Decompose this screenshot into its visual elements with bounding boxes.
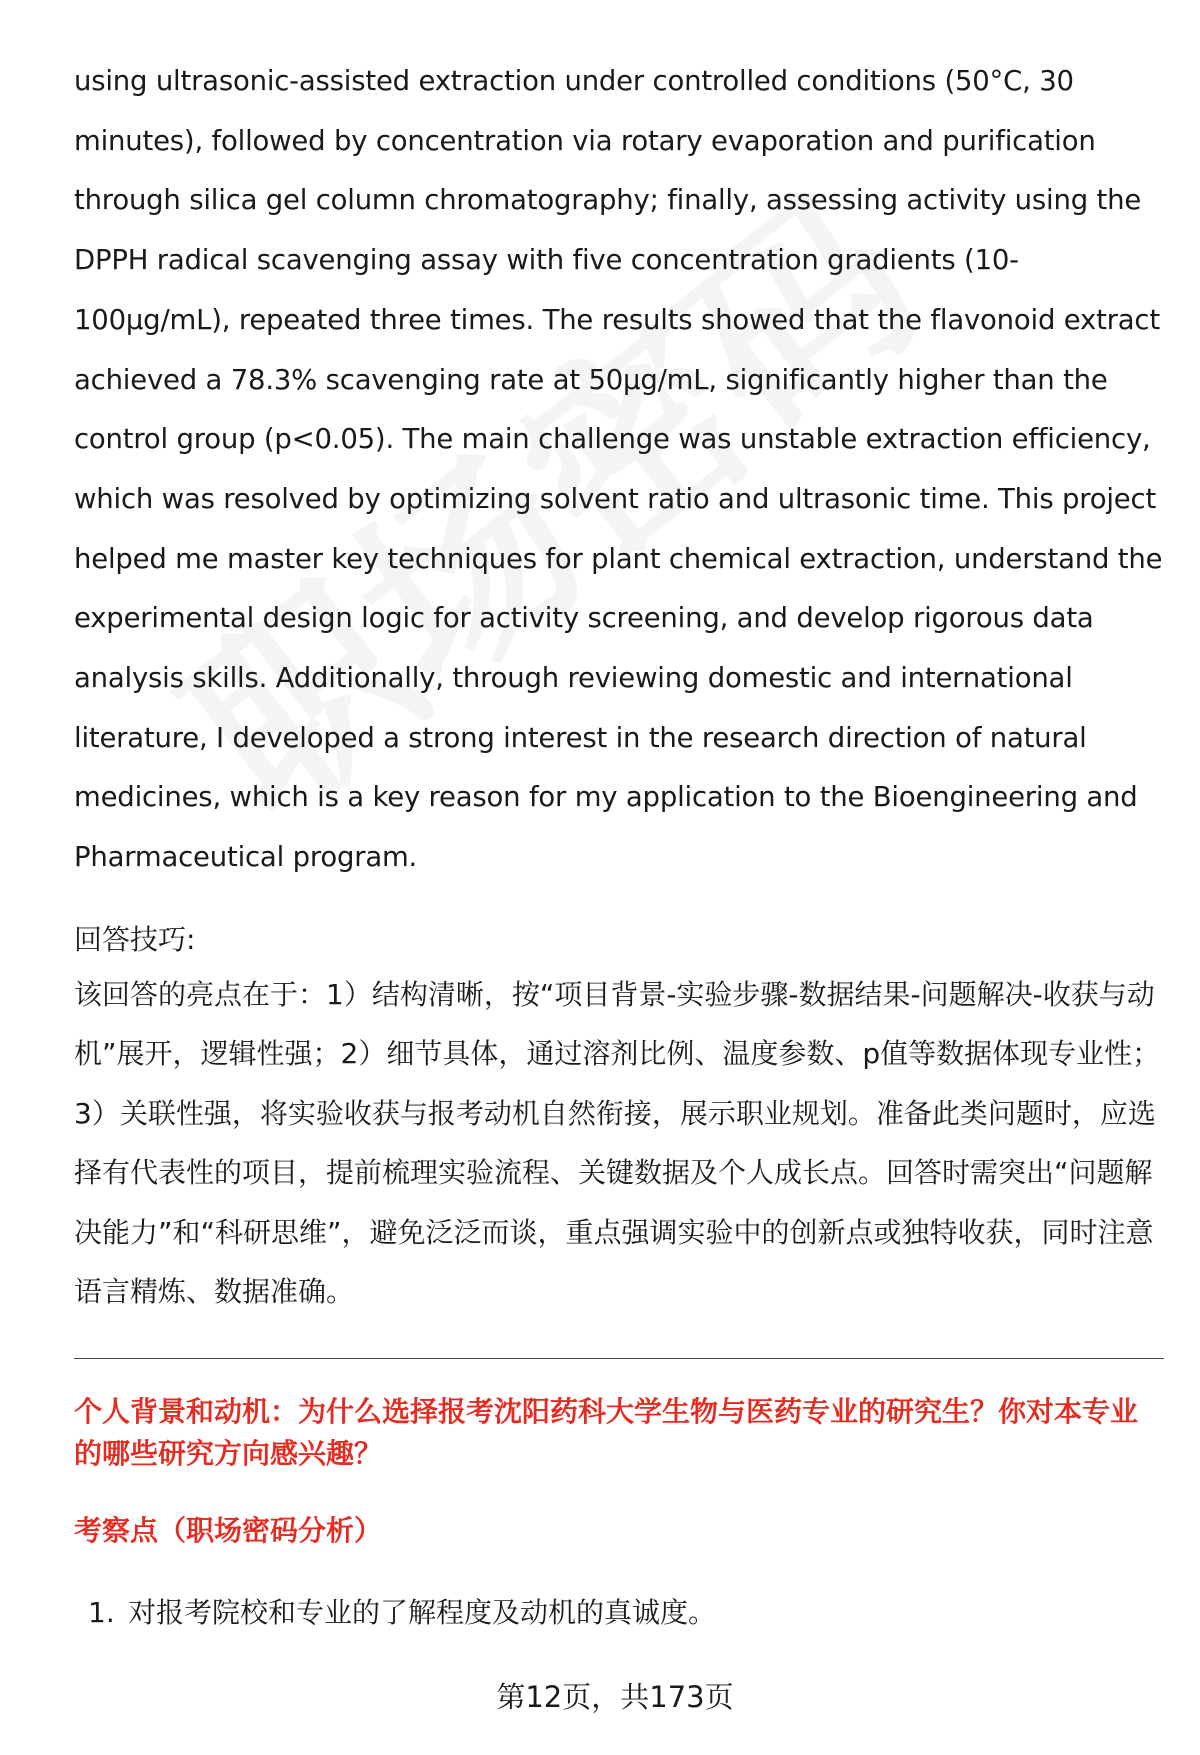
list-item (74, 1595, 1164, 1631)
section-divider (74, 1358, 1164, 1359)
assessment-list (74, 1595, 1164, 1631)
section-title: 考察点（职场密码分析） (74, 1513, 383, 1547)
tips-body: 该回答的亮点在于：1）结构清晰，按“项目背景-实验步骤-数据结果-问题解决-收获与动机”展开，逻辑性强；2）细节具体，通过溶剂比例、温度参数、p值等数据体现专业性；3）关联性强，将实验收获与报考动机自然衔接，展示职业规划。准备此类问题时，应选择有代表性的项目，提前梳理实验流程、关键数据及个人成长点。回答时需突出“问题解决能力”和“科研思维”，避免泛泛而谈，重点强调实验中的创新点或独特收获，同时注意语言精炼、数据准确。 (74, 977, 1161, 1309)
list-item-text: 对报考院校和专业的了解程度及动机的真诚度。 (128, 1595, 717, 1629)
page-content (74, 52, 1164, 1631)
list-item-number: 1. (88, 1595, 115, 1629)
tips-title: 回答技巧: (74, 922, 196, 956)
question-title: 个人背景和动机：为什么选择报考沈阳药科大学生物与医药专业的研究生？你对本专业的哪些研究方向感兴趣？ (74, 1394, 1139, 1470)
answer-paragraph: using ultrasonic-assisted extraction under controlled conditions (50°C, 30 minutes), followed by concentration via rotary evaporation and purification through silica gel column chromatography; finally, assessing activity using the DPPH radical scavenging assay with five concentration gradients (10-100μg/mL), repeated three times. The results showed that the flavonoid extract achieved a 78.3% scavenging rate at 50μg/mL, significantly higher than the control group (p<0.05). The main challenge was unstable extraction efficiency, which was resolved by optimizing solvent ratio and ultrasonic time. This project helped me master key techniques for plant chemical extraction, understand the experimental design logic for activity screening, and develop rigorous data analysis skills. Additionally, through reviewing domestic and international literature, I developed a strong interest in the research direction of natural medicines, which is a key reason for my application to the Bioengineering and Pharmaceutical program. (74, 65, 1163, 874)
page-footer: 第12页，共173页 (496, 1680, 734, 1714)
